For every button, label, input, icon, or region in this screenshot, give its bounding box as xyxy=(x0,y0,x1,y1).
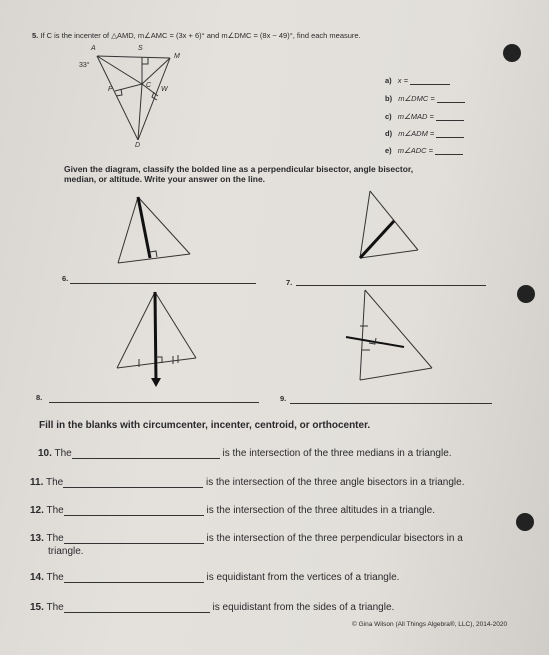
q5-part-a: a) x = xyxy=(385,75,450,85)
q10-answer-line[interactable] xyxy=(72,449,220,459)
q14-answer-line[interactable] xyxy=(64,573,204,583)
q8-answer-line[interactable] xyxy=(49,393,259,403)
q14-row: 14. The is equidistant from the vertices of a triangle. xyxy=(30,572,400,583)
q5-label-m: M xyxy=(174,53,180,60)
q7-answer-line[interactable] xyxy=(296,276,486,286)
q10-row: 10. The is the intersection of the three medians in a triangle. xyxy=(38,448,452,459)
q13-continuation: triangle. xyxy=(48,546,84,557)
q7-number: 7. xyxy=(286,278,293,287)
q6-number: 6. xyxy=(62,274,69,283)
q5-angle-label: 33° xyxy=(79,62,90,69)
classify-instruction-1: Given the diagram, classify the bolded line as a perpendicular bisector, angle bisector, xyxy=(64,164,414,174)
q9-number: 9. xyxy=(280,394,287,403)
q5-label-c: C xyxy=(146,82,152,89)
q13-row: 13. The is the intersection of the three perpendicular bisectors in a xyxy=(30,533,463,544)
q5-label-d: D xyxy=(135,142,141,149)
q15-row: 15. The is equidistant from the sides of a triangle. xyxy=(30,602,395,613)
fill-instruction: Fill in the blanks with circumcenter, incenter, centroid, or orthocenter. xyxy=(39,420,371,431)
q11-answer-line[interactable] xyxy=(63,478,203,488)
q15-answer-line[interactable] xyxy=(64,603,210,613)
q5-label-w: W xyxy=(161,86,168,93)
q9-answer-line[interactable] xyxy=(290,394,492,404)
q13-answer-line[interactable] xyxy=(64,534,204,544)
q5-prompt: If C is the incenter of △AMD, m∠AMC = (3x + 6)° and m∠DMC = (8x − 49)°, find each measure. xyxy=(40,31,361,40)
q5-label-a: A xyxy=(91,45,96,52)
q12-row: 12. The is the intersection of the three altitudes in a triangle. xyxy=(30,505,435,516)
q5-part-d: d) m∠ADM = xyxy=(385,128,464,138)
q8-number: 8. xyxy=(36,393,43,402)
q11-row: 11. The is the intersection of the three angle bisectors in a triangle. xyxy=(30,477,465,488)
q5-number: 5. xyxy=(32,31,39,40)
q5-label-s: S xyxy=(138,45,143,52)
q5-part-b: b) m∠DMC = xyxy=(385,93,465,103)
q6-answer-line[interactable] xyxy=(70,274,256,284)
q5-label-p: P xyxy=(108,86,113,93)
copyright: © Gina Wilson (All Things Algebra®, LLC), 2014-2020 xyxy=(352,621,508,628)
q12-answer-line[interactable] xyxy=(64,506,204,516)
q5-part-e: e) m∠ADC = xyxy=(385,145,463,155)
q5-part-c: c) m∠MAD = xyxy=(385,111,464,121)
classify-instruction-2: median, or altitude. Write your answer on the line. xyxy=(64,174,266,184)
